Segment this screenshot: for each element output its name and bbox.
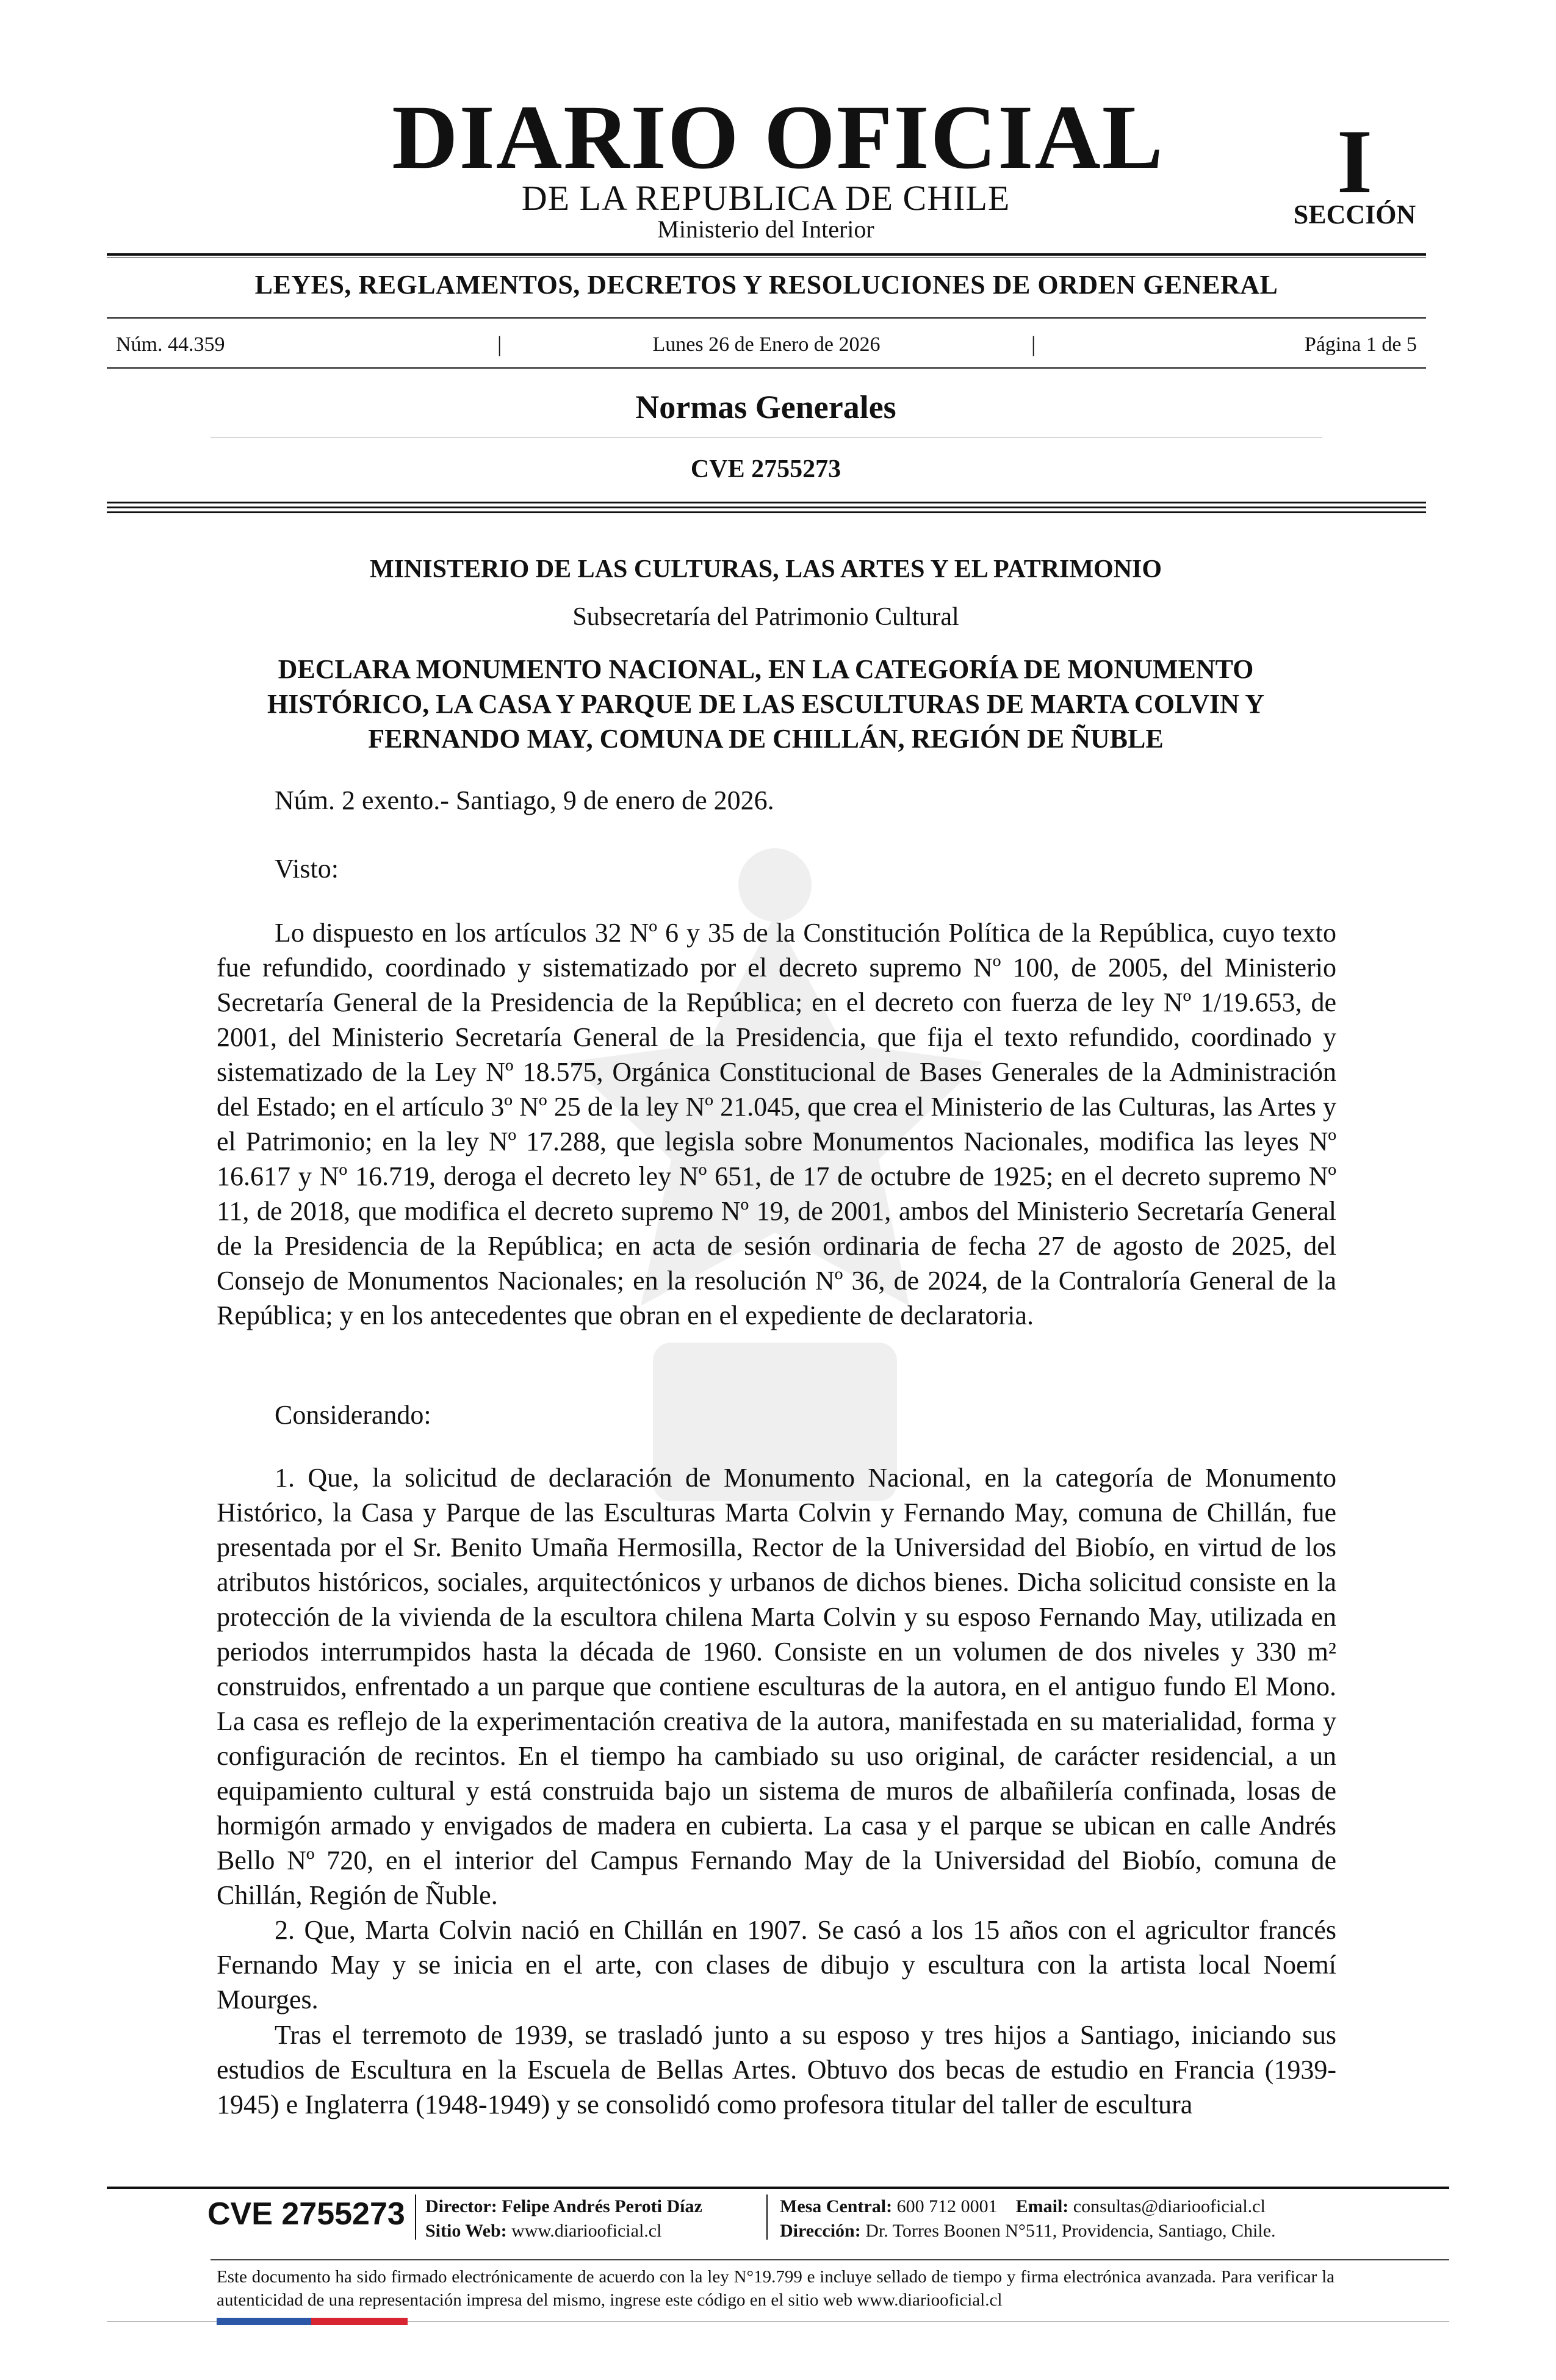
info-separator: | xyxy=(497,332,502,356)
section-label: SECCIÓN xyxy=(1293,200,1416,229)
subsecretary-heading: Subsecretaría del Patrimonio Cultural xyxy=(572,603,959,631)
address-label: Dirección: xyxy=(780,2221,861,2241)
footer-contact-block xyxy=(780,2194,1276,2243)
infobar-divider-bottom xyxy=(107,367,1426,369)
address-value: Dr. Torres Boonen N°511, Providencia, Santiago, Chile. xyxy=(865,2221,1276,2241)
footer-separator xyxy=(766,2194,768,2240)
header-divider-bottom-2 xyxy=(107,507,1426,508)
footer-thin-divider xyxy=(211,2259,1449,2260)
website-label: Sitio Web: xyxy=(425,2221,507,2241)
flag-stripe-red xyxy=(311,2318,408,2325)
footer-cve-code: CVE 2755273 xyxy=(207,2196,405,2232)
info-separator: | xyxy=(1031,332,1036,356)
section-title-underline xyxy=(211,437,1322,438)
visto-paragraph: Lo dispuesto en los artículos 32 Nº 6 y 35 de la Constitución Política de la República, cuyo texto fue refundido, coordinado y sistematizado por el decreto supremo Nº 100, de 2005, del Ministerio Secretaría General de la Presidencia de la República; en el decreto con fuerza de ley Nº 1/19.653, de 2001, del Ministerio Secretaría General de la Presidencia, que fija el texto refundido, coordinado y sistematizado de la Ley Nº 18.575, Orgánica Constitucional de Bases Generales de la Administración del Estado; en el artículo 3º Nº 25 de la ley Nº 21.045, que crea el Ministerio de las Culturas, las Artes y el Patrimonio; en la ley Nº 17.288, que legisla sobre Monumentos Nacionales, modifica las leyes Nº 16.617 y Nº 16.719, deroga el decreto ley Nº 651, de 17 de octubre de 1925; en el decreto supremo Nº 11, de 2018, que modifica el decreto supremo Nº 19, de 2001, ambos del Ministerio Secretaría General de la Presidencia de la República; en acta de sesión ordinaria de fecha 27 de agosto de 2025, del Consejo de Monumentos Nacionales; en la resolución Nº 36, de 2024, de la Contraloría General de la República; y en los antecedentes que obran en el expediente de declaratoria. xyxy=(217,918,1336,1330)
footer-separator xyxy=(415,2194,416,2240)
considerando-label: Considerando: xyxy=(275,1400,431,1430)
page-indicator: Página 1 de 5 xyxy=(1304,333,1417,356)
infobar-divider-top xyxy=(107,317,1426,319)
director-label: Director: xyxy=(425,2196,497,2216)
decree-number: Núm. 2 exento.- Santiago, 9 de enero de 2026. xyxy=(275,785,774,815)
footer-director-block xyxy=(425,2194,702,2243)
considerando-paragraph-3: Tras el terremoto de 1939, se trasladó junto a su esposo y tres hijos a Santiago, iniciando sus estudios de Escultura en la Escuela de Bellas Artes. Obtuvo dos becas de estudio en Francia (1939-1945) e Inglaterra (1948-1949) y se consolidó como profesora titular del taller de escultura xyxy=(217,2020,1336,2119)
section-title: Normas Generales xyxy=(635,389,896,425)
masthead-ministry: Ministerio del Interior xyxy=(657,215,874,243)
decree-title: DECLARA MONUMENTO NACIONAL, EN LA CATEGORÍA DE MONUMENTO HISTÓRICO, LA CASA Y PARQUE DE LAS ESCULTURAS DE MARTA COLVIN Y FERNANDO MAY, COMUNA DE CHILLÁN, REGIÓN DE ÑUBLE xyxy=(267,654,1265,754)
masthead-title: DIARIO OFICIAL xyxy=(392,87,1164,188)
header-divider-bottom-1 xyxy=(107,502,1426,503)
issue-date: Lunes 26 de Enero de 2026 xyxy=(652,333,881,356)
header-divider-top xyxy=(107,253,1426,256)
mesa-value: 600 712 0001 xyxy=(896,2196,998,2216)
footer-divider xyxy=(107,2187,1449,2189)
masthead-subtitle: DE LA REPUBLICA DE CHILE xyxy=(521,178,1010,218)
email-link[interactable]: consultas@diariooficial.cl xyxy=(1073,2196,1266,2216)
ministry-heading: MINISTERIO DE LAS CULTURAS, LAS ARTES Y EL PATRIMONIO xyxy=(369,555,1162,583)
visto-label: Visto: xyxy=(275,854,339,884)
email-label: Email: xyxy=(1015,2196,1069,2216)
cve-code: CVE 2755273 xyxy=(690,455,841,483)
section-number: I xyxy=(1336,111,1373,212)
legal-notice: Este documento ha sido firmado electrónicamente de acuerdo con la ley N°19.799 e incluye sellado de tiempo y firma electrónica avanzada. Para verificar la autenticidad de una representación impresa del mismo, ingrese este código en el sitio web www.diariooficial.cl xyxy=(217,2267,1334,2310)
issue-number: Núm. 44.359 xyxy=(116,333,225,356)
considerando-paragraph-2: 2. Que, Marta Colvin nació en Chillán en 1907. Se casó a los 15 años con el agricultor francés Fernando May y se inicia en el arte, con clases de dibujo y escultura con la artista local Noemí Mourges. xyxy=(217,1915,1336,2014)
flag-stripe-blue xyxy=(217,2318,311,2325)
header-divider-bottom-3 xyxy=(107,511,1426,513)
laws-heading: LEYES, REGLAMENTOS, DECRETOS Y RESOLUCIONES DE ORDEN GENERAL xyxy=(254,270,1278,300)
website-link[interactable]: www.diariooficial.cl xyxy=(511,2221,662,2241)
mesa-label: Mesa Central: xyxy=(780,2196,893,2216)
considerando-paragraph-1: 1. Que, la solicitud de declaración de Monumento Nacional, en la categoría de Monumento Histórico, la Casa y Parque de las Esculturas Marta Colvin y Fernando May, comuna de Chillán, fue presentada por el Sr. Benito Umaña Hermosilla, Rector de la Universidad del Biobío, en virtud de los atributos históricos, sociales, arquitectónicos y urbanos de dichos bienes. Dicha solicitud consiste en la protección de la vivienda de la escultora chilena Marta Colvin y su esposo Fernando May, utilizada en periodos interrumpidos hasta la década de 1960. Consiste en un volumen de dos niveles y 330 m² construidos, enfrentado a un parque que contiene esculturas de la autora, en el antiguo fundo El Mono. La casa es reflejo de la experimentación creativa de la autora, manifestada en su materialidad, forma y configuración de recintos. En el tiempo ha cambiado su uso original, de carácter residencial, a un equipamiento cultural y está construida bajo un sistema de muros de albañilería confinada, losas de hormigón armado y envigados de madera en cubierta. La casa y el parque se ubican en calle Andrés Bello Nº 720, en el interior del Campus Fernando May de la Universidad del Biobío, comuna de Chillán, Región de Ñuble. xyxy=(217,1463,1336,1910)
director-name: Felipe Andrés Peroti Díaz xyxy=(502,2196,702,2216)
